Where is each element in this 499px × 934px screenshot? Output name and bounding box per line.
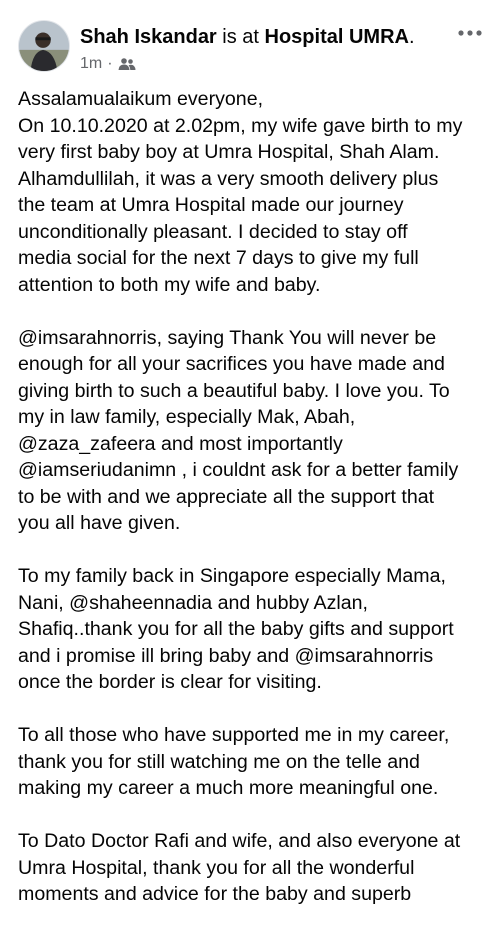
text-line: giving birth to such a beautiful baby. I love you. To [18,379,450,402]
text-line: very first baby boy at Umra Hospital, Shah Alam. [18,141,440,163]
text-line: and i promise ill bring baby and @imsarahnorris [18,644,434,667]
post-body [18,86,494,934]
post-meta [80,54,136,74]
text-line: my in law family, especially Mak, Abah, [18,406,356,428]
text-line: enough for all your sacrifices you have made and [18,353,445,375]
separator: · [107,55,113,72]
post-paragraph [18,722,494,802]
text-line: Umra Hospital, thank you for all the wonderful [18,856,415,879]
text-line: Assalamualaikum everyone, [18,88,264,110]
author-name[interactable]: Shah Iskandar [80,26,217,48]
post-paragraph [18,325,494,537]
text-line: To Dato Doctor Rafi and wife, and also everyone at [18,830,461,852]
text-line: attention to both my wife and baby. [18,273,321,296]
text-line: To my family back in Singapore especially Mama, [18,565,446,587]
post-paragraph [18,563,494,696]
text-line: media social for the next 7 days to give my full [18,247,419,269]
text-line: @zaza_zafeera and most importantly [18,432,343,455]
avatar-image [19,21,69,71]
post-paragraph [18,86,494,298]
text-line: the team at Umra Hospital made our journey [18,194,404,216]
text-line: once the border is clear for visiting. [18,671,322,693]
text-line: Nani, @shaheennadia and hubby Azlan, [18,591,368,614]
text-line: you all have given. [18,512,181,534]
text-line: @iamseriudanimn , i couldnt ask for a better family [18,459,459,481]
text-line: On 10.10.2020 at 2.02pm, my wife gave birth to my [18,114,463,137]
text-line: making my career a much more meaningful one. [18,777,439,799]
timestamp[interactable]: 1m [80,55,103,72]
connector-text: is at [216,26,265,48]
text-line: @imsarahnorris, saying Thank You will never be [18,326,437,349]
text-line: moments and advice for the baby and superb [18,883,412,905]
text-line: Alhamdullilah, it was a very smooth delivery plus [18,167,439,190]
text-line: thank you for still watching me on the telle and [18,750,420,773]
location-suffix: . [408,26,415,48]
post-paragraph [18,828,494,908]
location-link[interactable]: Hospital UMRA [264,26,409,48]
friends-icon[interactable] [118,57,136,71]
more-options-button[interactable] [452,20,488,46]
avatar[interactable] [18,20,70,72]
ellipsis-icon [457,29,483,37]
text-line: Shafiq..thank you for all the baby gifts and support [18,618,454,640]
text-line: unconditionally pleasant. I decided to stay off [18,220,408,243]
author-line [80,25,415,49]
post-header [18,20,488,78]
text-line: To all those who have supported me in my career, [18,724,450,746]
text-line: to be with and we appreciate all the support that [18,485,435,508]
